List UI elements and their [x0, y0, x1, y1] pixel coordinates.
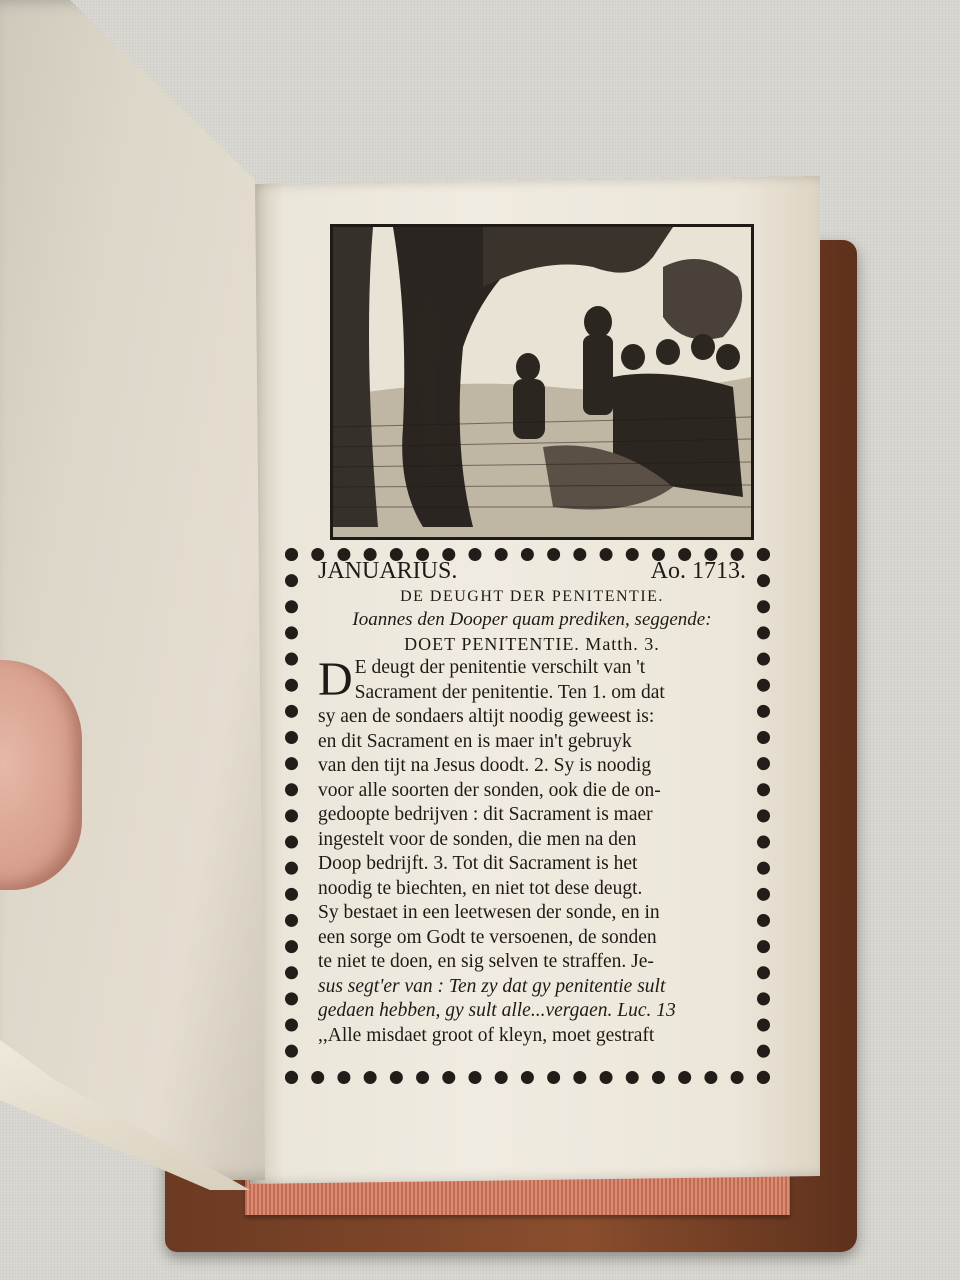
text-line: sy aen de sondaers altijt noodig geweest is:	[318, 706, 655, 727]
woodcut-illustration	[330, 224, 754, 540]
text-line: gedoopte bedrijven : dit Sacrament is maer	[318, 804, 653, 825]
text-line: noodig te biechten, en niet tot dese deugt.	[318, 877, 643, 899]
month-heading: JANUARIUS.	[318, 558, 458, 584]
scripture-reference: DOET PENITENTIE. Matth. 3.	[404, 634, 660, 654]
page-text	[318, 556, 746, 1048]
text-line: Sacrament der penitentie. Ten 1. om dat	[354, 681, 665, 703]
text-line: E deugt der penitentie verschilt van 't	[354, 657, 646, 678]
text-line: een sorge om Godt te versoenen, de sonden	[318, 926, 657, 948]
left-page	[0, 0, 295, 1180]
text-line: en dit Sacrament en is maer in't gebruyk	[318, 730, 632, 752]
drop-cap: D	[318, 653, 353, 706]
text-line: voor alle soorten der sonden, ook die de on-	[318, 779, 661, 801]
text-line: gedaen hebben, gy sult alle...vergaen. Luc. 13	[318, 1000, 676, 1021]
italic-line: Ioannes den Dooper quam prediken, seggende:	[352, 609, 712, 630]
body-text	[318, 653, 746, 1048]
subtitle: DE DEUGHT DER PENITENTIE.	[400, 588, 664, 605]
text-line: te niet te doen, en sig selven te straffen. Je-	[318, 951, 654, 972]
text-line: van den tijt na Jesus doodt. 2. Sy is noodig	[318, 755, 652, 776]
page-header	[318, 556, 746, 586]
text-line: ingestelt voor de sonden, die men na den	[318, 828, 637, 850]
text-line: sus segt'er van : Ten zy dat gy penitentie sult	[318, 975, 666, 997]
text-line: ,,Alle misdaet groot of kleyn, moet gestraft	[318, 1024, 655, 1046]
text-line: Doop bedrijft. 3. Tot dit Sacrament is het	[318, 853, 638, 874]
text-line: Sy bestaet in een leetwesen der sonde, en in	[318, 902, 660, 923]
year-heading: Ao. 1713.	[650, 558, 746, 584]
